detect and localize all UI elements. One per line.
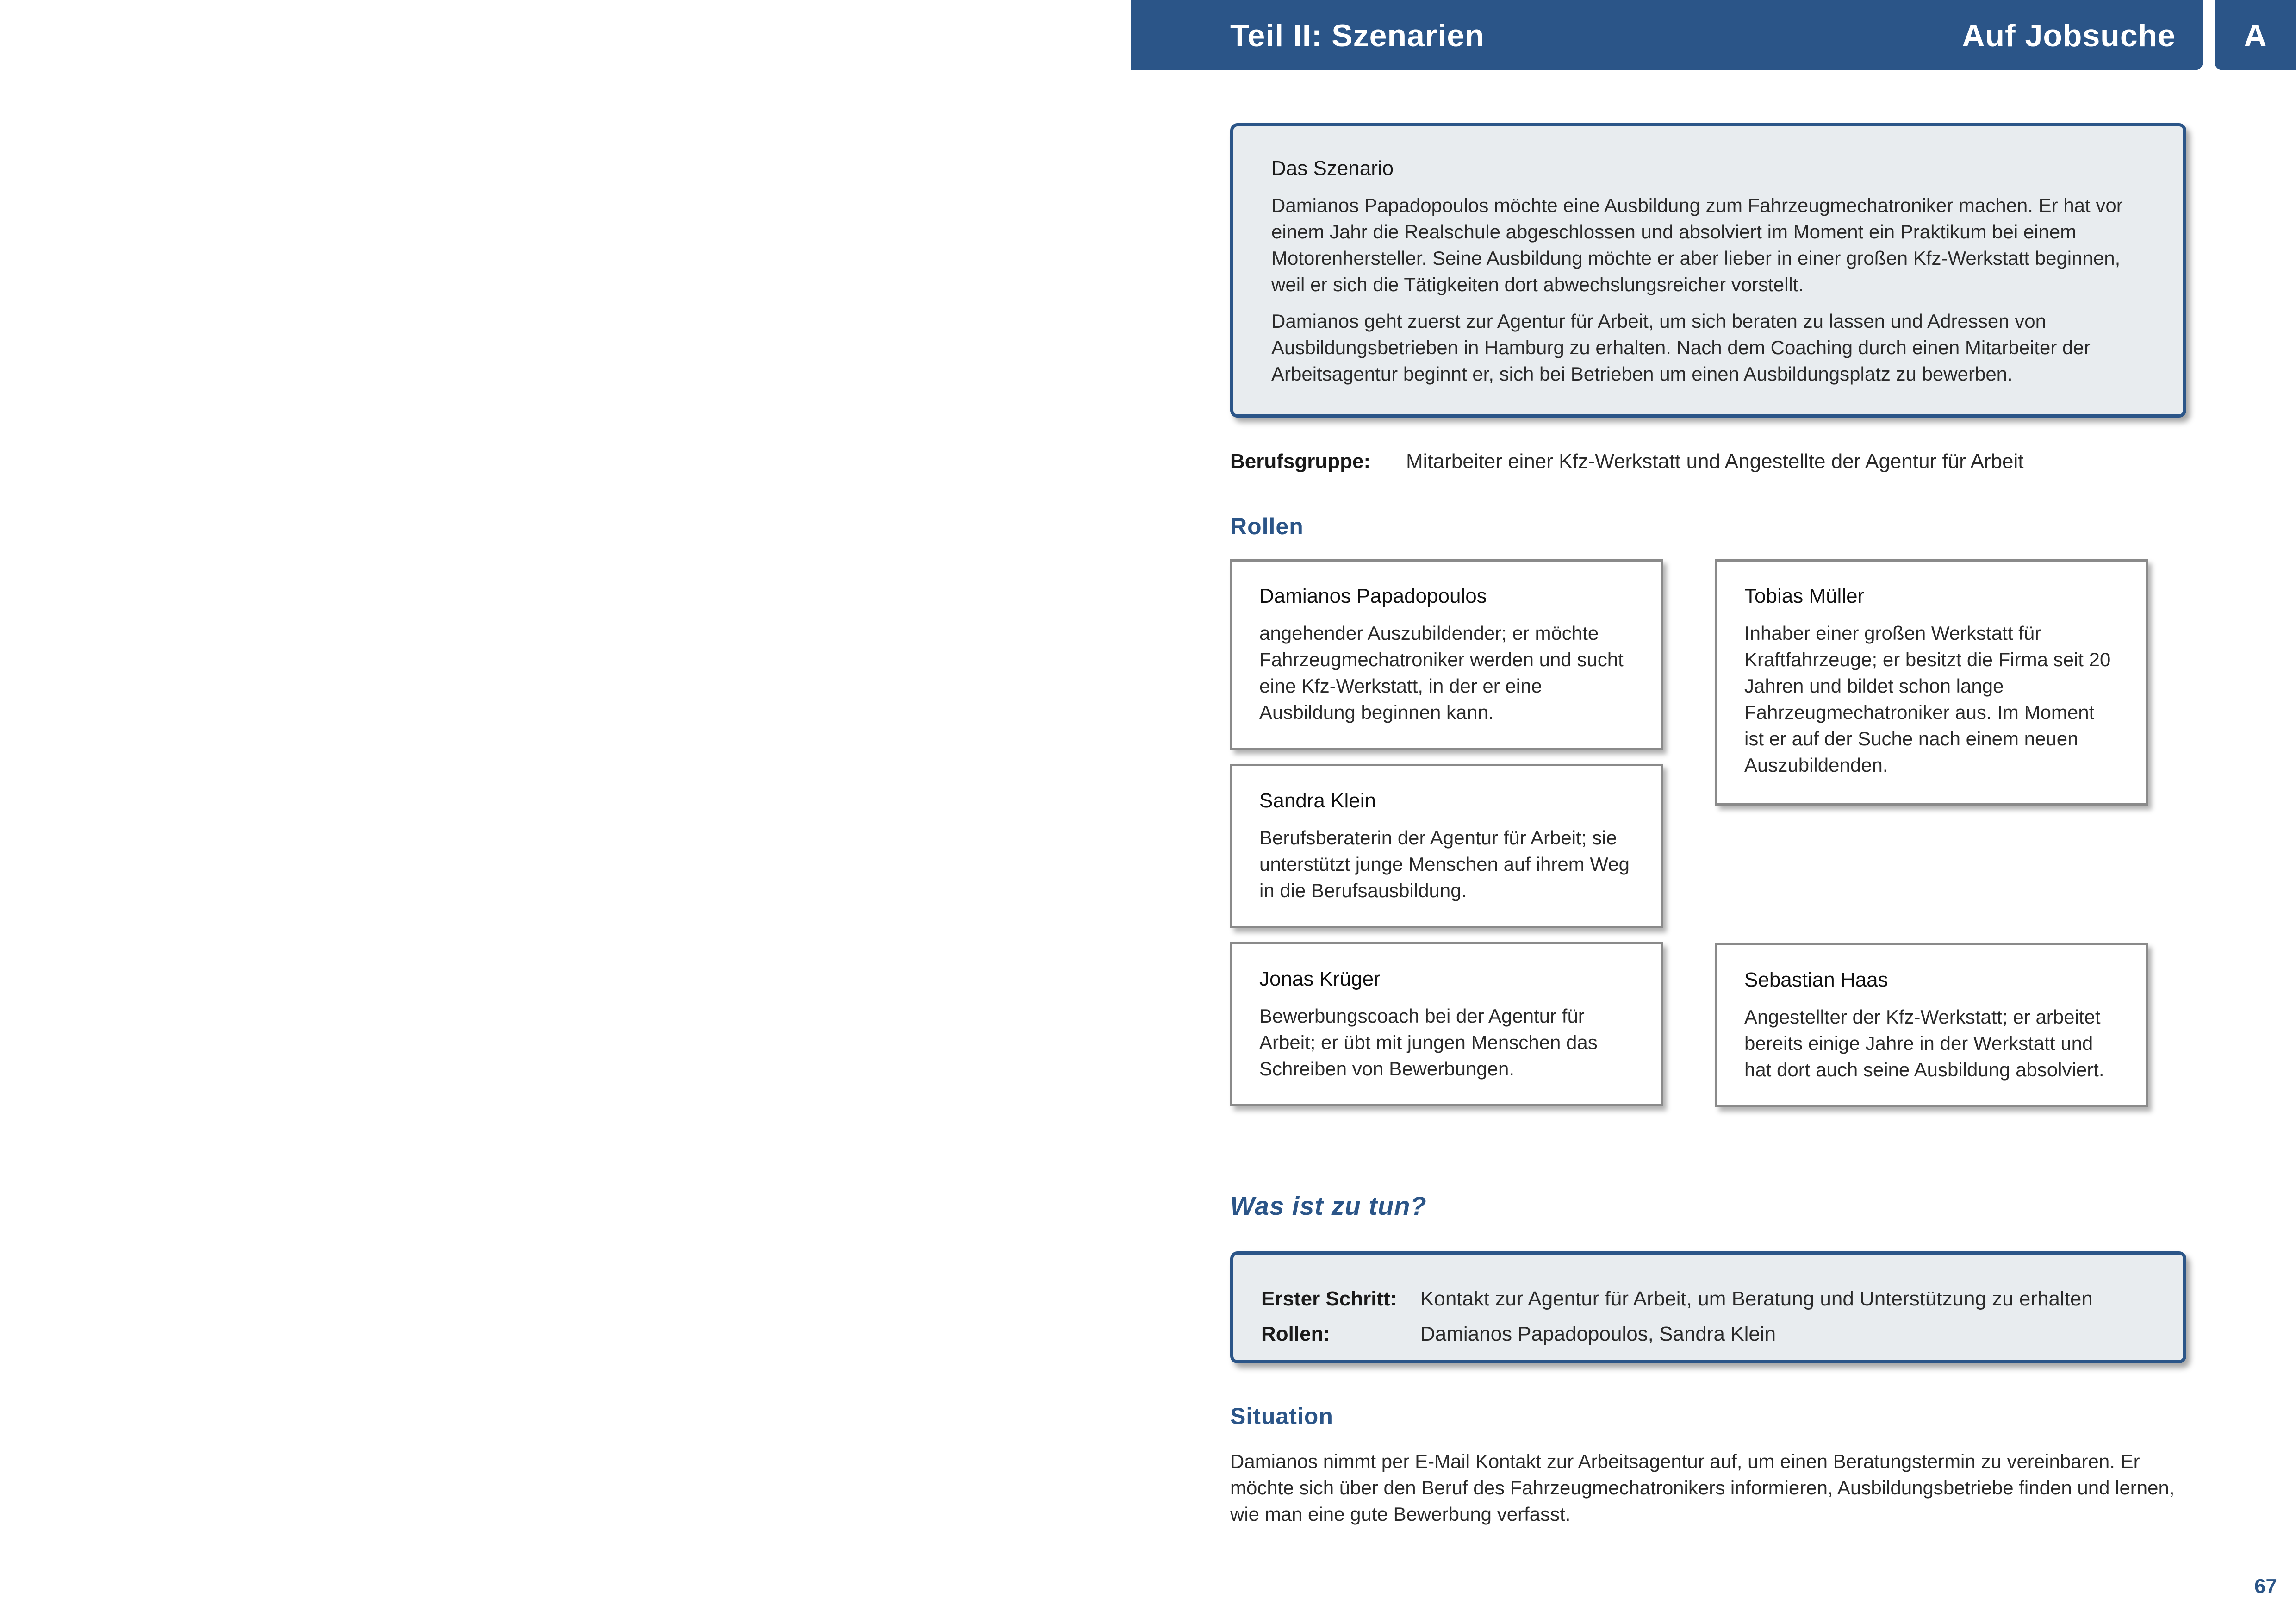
todo-heading: Was ist zu tun? <box>1230 1191 1427 1220</box>
page-number: 67 <box>2254 1575 2277 1598</box>
step-row <box>1261 1281 2155 1317</box>
step-roles-value: Damianos Papadopoulos, Sandra Klein <box>1420 1323 1776 1345</box>
step-value: Kontakt zur Agentur für Arbeit, um Beratung und Unterstützung zu erhalten <box>1420 1287 2093 1310</box>
role-description: Inhaber einer großen Werkstatt für Kraftfahrzeuge; er besitzt die Firma seit 20 Jahren und bildet schon lange Fahrzeugmechatroniker aus. Im Moment ist er auf der Suche nach einem neuen Auszubildenden. <box>1744 622 2111 776</box>
berufsgruppe-label: Berufsgruppe: <box>1230 450 1371 473</box>
scenario-paragraph: Damianos geht zuerst zur Agentur für Arbeit, um sich beraten zu lassen und Adressen von Ausbildungsbetrieben in Hamburg zu erhalten. Nach dem Coaching durch einen Mitarbeiter der Arbeitsagentur beginnt er, sich bei Betrieben um einen Ausbildungsplatz zu bewerben. <box>1271 310 2091 385</box>
berufsgruppe-row <box>1230 450 2024 473</box>
role-name: Sandra Klein <box>1259 789 1376 812</box>
step-roles-label: Rollen: <box>1261 1323 1331 1345</box>
scenario-box <box>1230 123 2186 418</box>
berufsgruppe-value: Mitarbeiter einer Kfz-Werkstatt und Angestellte der Agentur für Arbeit <box>1406 450 2024 473</box>
role-description: Angestellter der Kfz-Werkstatt; er arbeitet bereits einige Jahre in der Werkstatt und hat dort auch seine Ausbildung absolviert. <box>1744 1006 2104 1081</box>
page-header-title: Teil II: Szenarien <box>1230 18 1485 53</box>
role-name: Damianos Papadopoulos <box>1259 585 1487 607</box>
role-card <box>1715 943 2148 1107</box>
role-card <box>1230 559 1663 750</box>
role-description: Berufsberaterin der Agentur für Arbeit; sie unterstützt junge Menschen auf ihrem Weg in die Berufsausbildung. <box>1259 827 1630 901</box>
step-roles-row <box>1261 1317 2155 1352</box>
role-name: Tobias Müller <box>1744 585 1865 607</box>
step-box <box>1230 1251 2186 1363</box>
roles-heading: Rollen <box>1230 513 1304 539</box>
scenario-paragraph: Damianos Papadopoulos möchte eine Ausbildung zum Fahrzeugmechatroniker machen. Er hat vor einem Jahr die Realschule abgeschlossen und absolviert im Moment ein Praktikum bei einem Motorenhersteller. Seine Ausbildung möchte er aber lieber in einer großen Kfz-Werkstatt beginnen, weil er sich die Tätigkeiten dort abwechslungsreicher vorstellt. <box>1271 194 2123 295</box>
role-name: Jonas Krüger <box>1259 968 1381 990</box>
role-card <box>1230 942 1663 1106</box>
role-name: Sebastian Haas <box>1744 968 1888 991</box>
chapter-letter: A <box>2244 18 2267 53</box>
role-description: angehender Auszubildender; er möchte Fahrzeugmechatroniker werden und sucht eine Kfz-Werkstatt, in der er eine Ausbildung beginnen kann. <box>1259 622 1624 723</box>
role-card <box>1715 559 2148 806</box>
page-header-section: Auf Jobsuche <box>1962 18 2176 53</box>
role-description: Bewerbungscoach bei der Agentur für Arbeit; er übt mit jungen Menschen das Schreiben von Bewerbungen. <box>1259 1005 1598 1080</box>
role-card <box>1230 764 1663 928</box>
situation-heading: Situation <box>1230 1403 1333 1429</box>
step-label: Erster Schritt: <box>1261 1287 1397 1310</box>
situation-text: Damianos nimmt per E-Mail Kontakt zur Arbeitsagentur auf, um einen Beratungstermin zu vereinbaren. Er möchte sich über den Beruf des Fahrzeugmechatronikers informieren, Ausbildungsbetriebe finden und lernen, wie man eine gute Bewerbung verfasst. <box>1230 1450 2175 1525</box>
scenario-title: Das Szenario <box>1271 157 1394 180</box>
